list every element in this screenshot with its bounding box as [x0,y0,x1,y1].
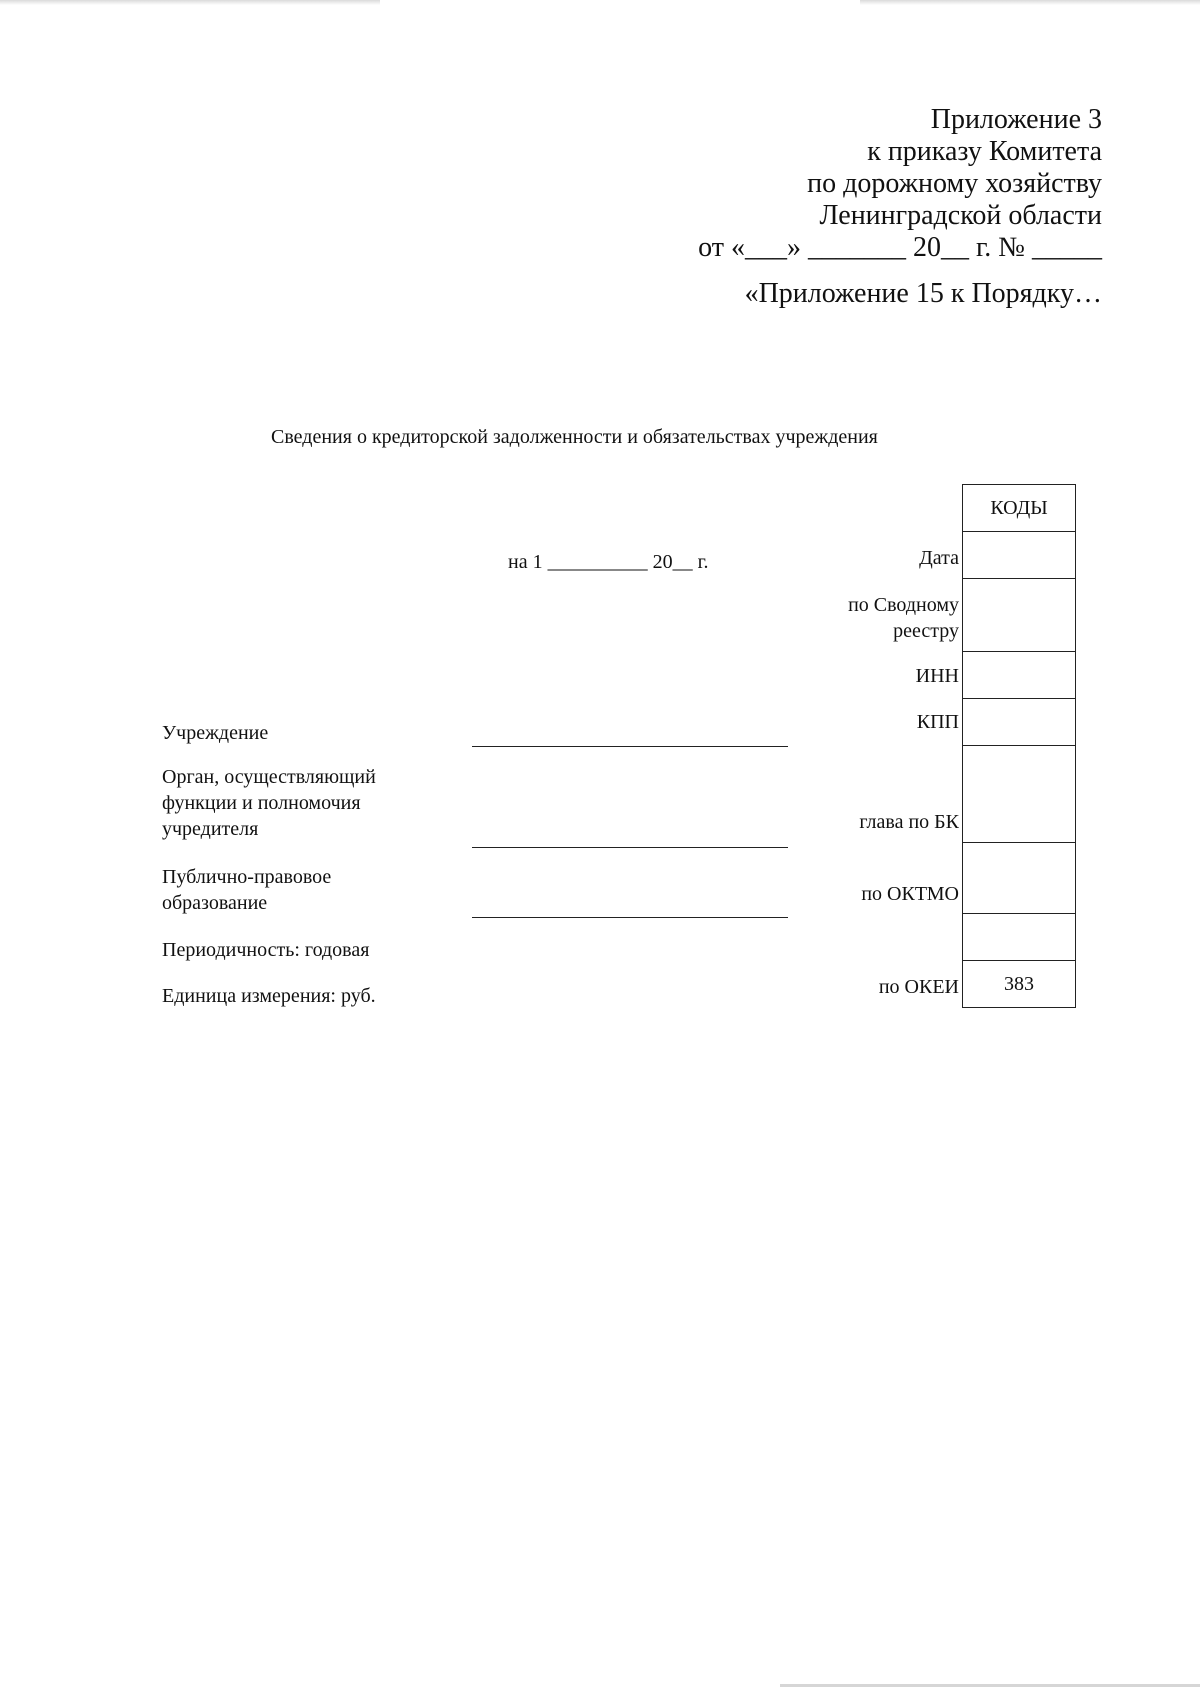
oktmo-code-cell[interactable] [963,842,1075,913]
public-entity-label: Публично-правовое образование [162,866,332,914]
scan-edge-top-left [0,0,380,5]
institution-label: Учреждение [162,722,269,744]
oktmo-code-label: по ОКТМО [861,883,959,905]
date-code-label: Дата [919,547,959,569]
approval-line-4: Ленинградской области [819,200,1102,231]
okei-code-cell: 383 [963,960,1075,1007]
approval-block [698,104,1102,310]
approval-line-3: по дорожному хозяйству [807,168,1102,199]
unit-label: Единица измерения: руб. [162,985,376,1007]
registry-code-cell[interactable] [963,578,1075,651]
blank-code-cell[interactable] [963,913,1075,960]
codes-table [962,484,1076,1008]
kpp-code-cell[interactable] [963,698,1075,745]
approval-line-1: Приложение 3 [930,104,1102,135]
bk-code-cell[interactable] [963,745,1075,842]
founder-body-underline [472,847,788,848]
kpp-code-label: КПП [916,711,959,733]
institution-underline [472,746,788,747]
inn-code-label: ИНН [915,665,959,687]
founder-body-label: Орган, осуществляющий функции и полномочия учредителя [162,766,376,840]
inn-code-cell[interactable] [963,651,1075,698]
approval-line-2: к приказу Комитета [867,136,1102,167]
bk-code-label: глава по БК [859,811,959,833]
date-code-cell[interactable] [963,531,1075,578]
form-title: Сведения о кредиторской задолженности и обязательствах учреждения [271,426,878,448]
public-entity-underline [472,917,788,918]
okei-code-label: по ОКЕИ [878,976,959,998]
codes-header: КОДЫ [990,496,1048,519]
periodicity-label: Периодичность: годовая [162,939,370,961]
approval-tail: «Приложение 15 к Порядку… [744,278,1102,309]
report-date-line: на 1 __________ 20__ г. [508,551,709,573]
registry-code-label: по Сводному реестру [848,594,959,642]
scan-edge-top-right [860,0,1200,5]
approval-line-5: от «___» _______ 20__ г. № _____ [698,232,1102,263]
